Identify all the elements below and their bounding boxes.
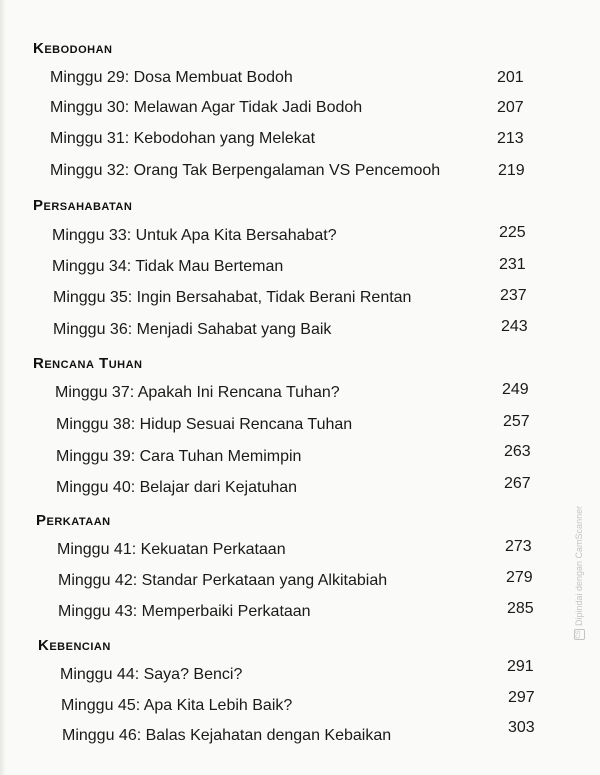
toc-page-number: 207	[497, 99, 524, 116]
scanner-watermark	[574, 506, 585, 640]
toc-page-number: 213	[497, 130, 524, 147]
toc-entry: Minggu 33: Untuk Apa Kita Bersahabat?	[52, 227, 337, 244]
toc-page-number: 279	[506, 569, 533, 586]
section-title: Rencana Tuhan	[33, 355, 143, 372]
toc-page-number: 231	[499, 256, 526, 273]
toc-entry: Minggu 36: Menjadi Sahabat yang Baik	[53, 321, 332, 338]
toc-entry: Minggu 30: Melawan Agar Tidak Jadi Bodoh	[50, 99, 363, 116]
toc-entry: Minggu 31: Kebodohan yang Melekat	[50, 130, 316, 147]
page-edge-shadow	[0, 0, 6, 775]
toc-page-number: 285	[507, 600, 534, 617]
toc-entry: Minggu 41: Kekuatan Perkataan	[57, 541, 286, 558]
toc-page-number: 297	[508, 689, 535, 706]
section-title: Persahabatan	[33, 197, 133, 214]
toc-entry: Minggu 34: Tidak Mau Berteman	[52, 258, 284, 275]
toc-page-number: 219	[498, 162, 525, 179]
toc-page-number: 291	[507, 658, 534, 675]
toc-entry: Minggu 39: Cara Tuhan Memimpin	[56, 448, 302, 465]
toc-entry: Minggu 40: Belajar dari Kejatuhan	[56, 479, 298, 496]
toc-page-number: 257	[503, 413, 530, 430]
toc-entry: Minggu 32: Orang Tak Berpengalaman VS Pencemooh	[50, 162, 441, 179]
toc-entry: Minggu 35: Ingin Bersahabat, Tidak Berani Rentan	[53, 289, 412, 306]
toc-entry: Minggu 45: Apa Kita Lebih Baik?	[61, 697, 293, 714]
toc-page-number: 303	[508, 719, 535, 736]
toc-page-number: 225	[499, 224, 526, 241]
toc-page-number: 263	[504, 443, 531, 460]
toc-page-number: 249	[502, 381, 529, 398]
section-title: Kebodohan	[33, 40, 113, 57]
toc-entry: Minggu 43: Memperbaiki Perkataan	[58, 603, 311, 620]
toc-page-number: 243	[501, 318, 528, 335]
toc-entry: Minggu 42: Standar Perkataan yang Alkitabiah	[58, 572, 388, 589]
toc-page-number: 273	[505, 538, 532, 555]
scanner-watermark-text: Dipindai dengan CamScanner	[574, 505, 584, 626]
section-title: Kebencian	[38, 637, 111, 654]
camscanner-logo-icon: CS	[574, 629, 585, 640]
toc-page-number: 201	[497, 69, 524, 86]
toc-entry: Minggu 37: Apakah Ini Rencana Tuhan?	[55, 384, 340, 401]
toc-entry: Minggu 44: Saya? Benci?	[60, 666, 243, 683]
section-title: Perkataan	[36, 512, 111, 529]
toc-page-number: 237	[500, 287, 527, 304]
toc-entry: Minggu 38: Hidup Sesuai Rencana Tuhan	[56, 416, 353, 433]
toc-entry: Minggu 29: Dosa Membuat Bodoh	[50, 69, 293, 86]
toc-entry: Minggu 46: Balas Kejahatan dengan Kebaikan	[62, 727, 392, 744]
toc-page-number: 267	[504, 475, 531, 492]
